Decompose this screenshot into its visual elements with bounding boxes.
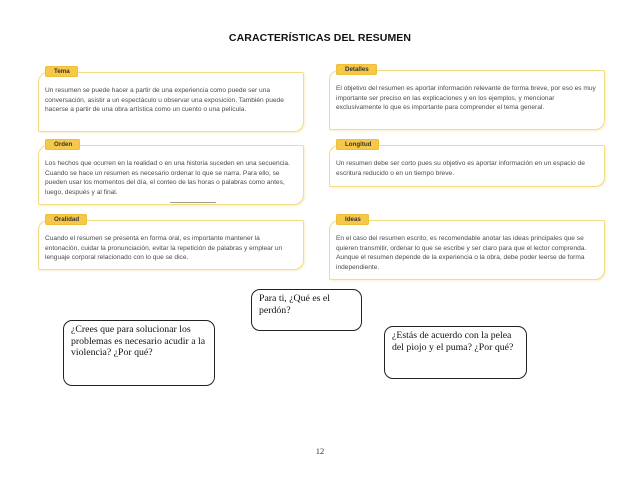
question-pelea: ¿Estás de acuerdo con la pelea del piojo y el puma? ¿Por qué? bbox=[384, 326, 527, 379]
ink-smudge bbox=[170, 202, 216, 203]
page-title: CARACTERÍSTICAS DEL RESUMEN bbox=[228, 32, 412, 44]
card-orden-label: Orden bbox=[45, 139, 80, 150]
card-ideas-label: Ideas bbox=[336, 214, 369, 225]
card-tema-label: Tema bbox=[45, 66, 78, 77]
card-ideas bbox=[329, 216, 605, 280]
question-violencia: ¿Crees que para solucionar los problemas es necesario acudir a la violencia? ¿Por qué? bbox=[63, 320, 215, 386]
card-oralidad-text: Cuando el resumen se presenta en forma oral, es importante mantener la entonación, cuidar la pronunciación, evitar la repetición de palabras y emplear un lenguaje corporal relacionado con lo que se dice. bbox=[45, 235, 283, 262]
card-longitud-label: Longitud bbox=[336, 139, 379, 150]
card-longitud-text: Un resumen debe ser corto pues su objetivo es aportar información en un espacio de escritura reducido o en un tiempo breve. bbox=[336, 160, 585, 177]
question-perdon: Para ti, ¿Qué es el perdón? bbox=[251, 289, 362, 331]
page-number: 12 bbox=[315, 446, 325, 456]
card-ideas-text: En el caso del resumen escrito, es recomendable anotar las ideas principales que se quieren transmitir, ordenar lo que se escribe y ser claro para que el lector comprenda. Aunque el resumen depende de la experiencia o la obra, debe poder leerse de forma independiente. bbox=[336, 235, 587, 271]
card-oralidad bbox=[38, 216, 304, 270]
card-orden bbox=[38, 141, 304, 205]
card-tema-text: Un resumen se puede hacer a partir de una experiencia como puede ser una conversación, asistir a un espectáculo u observar una exposición. También puede hacerse a partir de una obra artística como un cuento o una película. bbox=[45, 87, 284, 114]
card-longitud bbox=[329, 141, 605, 187]
card-detalles-label: Detalles bbox=[336, 64, 377, 75]
card-detalles bbox=[329, 66, 605, 130]
card-orden-text: Los hechos que ocurren en la realidad o en una historia suceden en una secuencia. Cuando se hace un resumen es necesario ordenar lo que se narra. Para ello, se pueden usar los momentos del día, el conteo de las horas o palabras como antes, luego, después y al final. bbox=[45, 160, 290, 196]
card-detalles-text: El objetivo del resumen es aportar información relevante de forma breve, por eso es muy importante ser preciso en las explicaciones y en los ejemplos, y mencionar exclusivamente lo que es importante para comprender el tema general. bbox=[336, 85, 596, 112]
card-tema bbox=[38, 68, 304, 132]
card-oralidad-label: Oralidad bbox=[45, 214, 87, 225]
